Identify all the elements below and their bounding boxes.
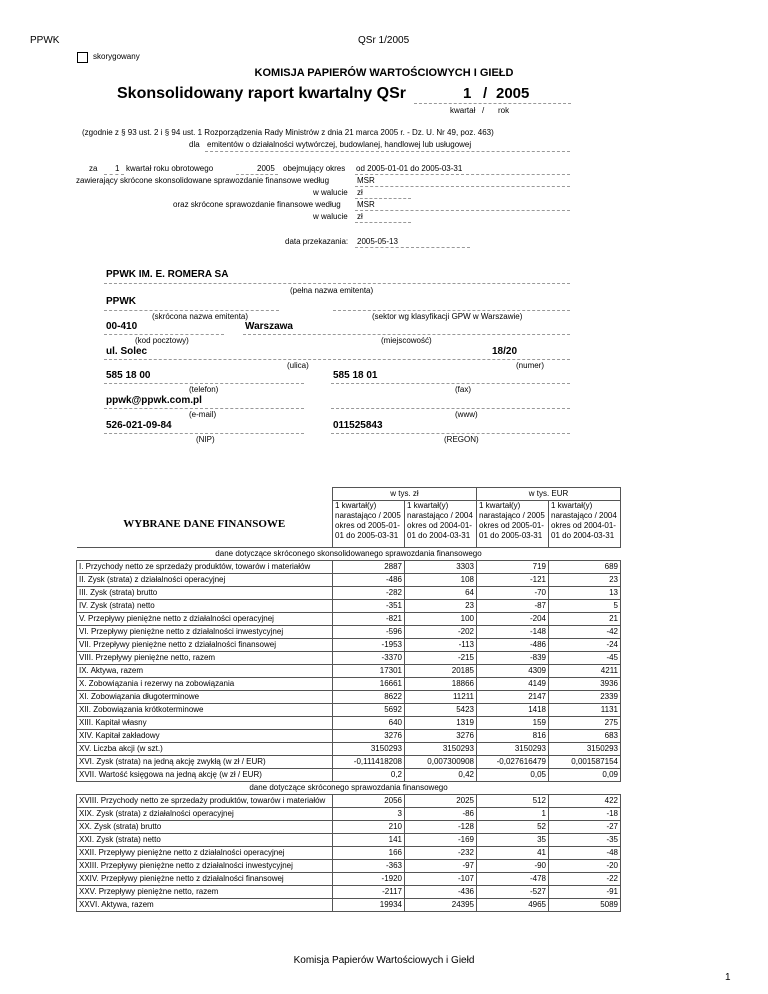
row-value: 0,007300908: [405, 755, 477, 768]
table-row: [77, 742, 621, 755]
row-value: 422: [549, 794, 621, 807]
row-value: -90: [477, 859, 549, 872]
row-value: 3150293: [333, 742, 405, 755]
col-header-1: 1 kwartał(y) narastająco / 2005 okres od 2005-01-01 do 2005-03-31: [333, 501, 405, 548]
issuer-regon: 011525843: [333, 420, 383, 431]
slash: /: [483, 85, 488, 102]
row-value: 3936: [549, 677, 621, 690]
corrected-label: skorygowany: [93, 52, 140, 61]
row-value: -45: [549, 651, 621, 664]
row-label: I. Przychody netto ze sprzedaży produktów, towarów i materiałów: [77, 560, 333, 573]
row-value: 19934: [333, 898, 405, 911]
currency-1: zł: [357, 188, 363, 197]
row-value: 210: [333, 820, 405, 833]
row-value: 1131: [549, 703, 621, 716]
currency-2: zł: [357, 212, 363, 221]
row-value: 100: [405, 612, 477, 625]
row-label: XXIII. Przepływy pieniężne netto z działalności inwestycyjnej: [77, 859, 333, 872]
row-value: 3276: [333, 729, 405, 742]
for-value: emitentów o działalności wytwórczej, budowlanej, handlowej lub usługowej: [207, 140, 472, 149]
row-label: VIII. Przepływy pieniężne netto, razem: [77, 651, 333, 664]
table-row: [77, 586, 621, 599]
section-standalone: dane dotyczące skróconego sprawozdania finansowego: [77, 781, 621, 794]
table-row: [77, 820, 621, 833]
header-left: PPWK: [30, 35, 60, 46]
issuer-nip: 526-021-09-84: [106, 420, 172, 431]
row-value: 159: [477, 716, 549, 729]
row-value: 0,001587154: [549, 755, 621, 768]
row-value: -215: [405, 651, 477, 664]
table-row: [77, 846, 621, 859]
table-row: [77, 716, 621, 729]
row-value: 0,42: [405, 768, 477, 781]
postal-label: (kod pocztowy): [135, 336, 189, 345]
row-label: XXVI. Aktywa, razem: [77, 898, 333, 911]
issuer-number: 18/20: [492, 346, 518, 357]
row-value: 4149: [477, 677, 549, 690]
table-row: [77, 573, 621, 586]
row-value: 21: [549, 612, 621, 625]
page-number: 1: [725, 972, 731, 983]
row-value: 166: [333, 846, 405, 859]
header-center: QSr 1/2005: [358, 35, 410, 46]
row-label: XXIV. Przepływy pieniężne netto z działalności finansowej: [77, 872, 333, 885]
row-value: -121: [477, 573, 549, 586]
row-value: -204: [477, 612, 549, 625]
row-value: 683: [549, 729, 621, 742]
street-label: (ulica): [287, 361, 309, 370]
quarter-label: kwartał: [450, 106, 476, 115]
short-name-label: (skrócona nazwa emitenta): [152, 312, 249, 321]
row-label: VI. Przepływy pieniężne netto z działalności inwestycyjnej: [77, 625, 333, 638]
table-row: [77, 768, 621, 781]
row-value: 108: [405, 573, 477, 586]
standard-2: MSR: [357, 200, 375, 209]
row-value: -486: [477, 638, 549, 651]
row-value: -35: [549, 833, 621, 846]
row-value: 689: [549, 560, 621, 573]
table-row: [77, 885, 621, 898]
report-title: Skonsolidowany raport kwartalny QSr: [117, 85, 406, 102]
row-value: 719: [477, 560, 549, 573]
row-value: 4965: [477, 898, 549, 911]
row-value: 2056: [333, 794, 405, 807]
quarter-value: 1: [463, 85, 472, 102]
row-value: -363: [333, 859, 405, 872]
row-value: -113: [405, 638, 477, 651]
row-value: 275: [549, 716, 621, 729]
regon-label: (REGON): [444, 435, 479, 444]
issuer-full-name: PPWK IM. E. ROMERA SA: [106, 269, 229, 280]
fax-label: (fax): [455, 385, 471, 394]
row-value: 5692: [333, 703, 405, 716]
row-value: 2025: [405, 794, 477, 807]
row-label: XXV. Przepływy pieniężne netto, razem: [77, 885, 333, 898]
row-value: -486: [333, 573, 405, 586]
table-row: [77, 729, 621, 742]
table-row: [77, 677, 621, 690]
col-header-3: 1 kwartał(y) narastająco / 2005 okres od 2005-01-01 do 2005-03-31: [477, 501, 549, 548]
row-value: 64: [405, 586, 477, 599]
row-label: II. Zysk (strata) z działalności operacyjnej: [77, 573, 333, 586]
financials-title: WYBRANE DANE FINANSOWE: [123, 517, 286, 530]
row-value: 3150293: [477, 742, 549, 755]
row-value: -91: [549, 885, 621, 898]
row-value: 3276: [405, 729, 477, 742]
row-value: -839: [477, 651, 549, 664]
table-row: [77, 612, 621, 625]
row-label: X. Zobowiązania i rezerwy na zobowiązania: [77, 677, 333, 690]
row-label: XIII. Kapitał własny: [77, 716, 333, 729]
row-value: 0,05: [477, 768, 549, 781]
row-value: 23: [549, 573, 621, 586]
email-label: (e-mail): [189, 410, 217, 419]
row-value: -27: [549, 820, 621, 833]
row-value: -169: [405, 833, 477, 846]
table-row: [77, 833, 621, 846]
financial-table: [76, 487, 621, 912]
row-value: -1953: [333, 638, 405, 651]
row-value: -20: [549, 859, 621, 872]
table-row: [77, 898, 621, 911]
row-value: 4309: [477, 664, 549, 677]
row-value: 1: [477, 807, 549, 820]
row-value: -596: [333, 625, 405, 638]
row-label: XVII. Wartość księgowa na jedną akcję (w zł / EUR): [77, 768, 333, 781]
row-value: 1319: [405, 716, 477, 729]
legal-basis: (zgodnie z § 93 ust. 2 i § 94 ust. 1 Rozporządzenia Rady Ministrów z dnia 21 marca 2005 r. - Dz. U. Nr 49, poz. 463): [82, 128, 494, 137]
row-label: XXI. Zysk (strata) netto: [77, 833, 333, 846]
row-value: 2887: [333, 560, 405, 573]
table-row: [77, 664, 621, 677]
currency-label-1: w walucie: [313, 188, 348, 197]
row-value: 0,2: [333, 768, 405, 781]
row-label: V. Przepływy pieniężne netto z działalności operacyjnej: [77, 612, 333, 625]
row-value: -282: [333, 586, 405, 599]
row-label: XVIII. Przychody netto ze sprzedaży produktów, towarów i materiałów: [77, 794, 333, 807]
table-row: [77, 703, 621, 716]
row-value: 11211: [405, 690, 477, 703]
row-value: -148: [477, 625, 549, 638]
row-value: -107: [405, 872, 477, 885]
table-row: [77, 807, 621, 820]
row-value: -3370: [333, 651, 405, 664]
row-value: -18: [549, 807, 621, 820]
row-value: 24395: [405, 898, 477, 911]
row-value: 3150293: [405, 742, 477, 755]
row-value: 5: [549, 599, 621, 612]
table-row: [77, 794, 621, 807]
table-row: [77, 651, 621, 664]
www-label: (www): [455, 410, 478, 419]
row-value: -2117: [333, 885, 405, 898]
row-value: -0,027616479: [477, 755, 549, 768]
sector-label: (sektor wg klasyfikacji GPW w Warszawie): [372, 312, 523, 321]
containing-label: zawierający skrócone skonsolidowane sprawozdanie finansowe według: [76, 176, 330, 185]
nip-label: (NIP): [196, 435, 215, 444]
row-value: -42: [549, 625, 621, 638]
unit-pln: w tys. zł: [333, 488, 477, 501]
period-range: od 2005-01-01 do 2005-03-31: [356, 164, 463, 173]
footer-text: Komisja Papierów Wartościowych i Giełd: [293, 955, 475, 966]
table-row: [77, 859, 621, 872]
row-value: 5423: [405, 703, 477, 716]
row-value: 20185: [405, 664, 477, 677]
period-for-label: za: [89, 164, 98, 173]
row-value: 0,09: [549, 768, 621, 781]
row-value: 2339: [549, 690, 621, 703]
table-row: [77, 872, 621, 885]
row-value: 8622: [333, 690, 405, 703]
row-value: 141: [333, 833, 405, 846]
row-value: 4211: [549, 664, 621, 677]
submission-date: 2005-05-13: [357, 237, 398, 246]
row-value: -202: [405, 625, 477, 638]
number-label: (numer): [516, 361, 545, 370]
period-quarter-text: kwartał roku obrotowego: [126, 164, 214, 173]
row-value: -48: [549, 846, 621, 859]
row-label: VII. Przepływy pieniężne netto z działalności finansowej: [77, 638, 333, 651]
row-value: 3: [333, 807, 405, 820]
row-value: -527: [477, 885, 549, 898]
unit-eur: w tys. EUR: [477, 488, 621, 501]
year-value: 2005: [496, 85, 530, 102]
row-label: XV. Liczba akcji (w szt.): [77, 742, 333, 755]
issuer-phone: 585 18 00: [106, 370, 151, 381]
table-row: [77, 638, 621, 651]
row-value: 512: [477, 794, 549, 807]
row-value: -436: [405, 885, 477, 898]
row-value: 23: [405, 599, 477, 612]
table-row: [77, 625, 621, 638]
table-row: [77, 560, 621, 573]
section-consolidated: dane dotyczące skróconego skonsolidowanego sprawozdania finansowego: [77, 547, 621, 560]
row-value: -87: [477, 599, 549, 612]
row-label: IX. Aktywa, razem: [77, 664, 333, 677]
row-value: 3150293: [549, 742, 621, 755]
row-label: XX. Zysk (strata) brutto: [77, 820, 333, 833]
table-row: [77, 690, 621, 703]
row-label: XIV. Kapitał zakładowy: [77, 729, 333, 742]
slash-2: /: [482, 106, 485, 115]
row-value: 52: [477, 820, 549, 833]
row-label: XI. Zobowiązania długoterminowe: [77, 690, 333, 703]
row-label: XVI. Zysk (strata) na jedną akcję zwykłą (w zł / EUR): [77, 755, 333, 768]
also-label: oraz skrócone sprawozdanie finansowe według: [173, 200, 341, 209]
corrected-checkbox[interactable]: [77, 52, 88, 63]
row-value: 1418: [477, 703, 549, 716]
row-value: 17301: [333, 664, 405, 677]
row-value: 2147: [477, 690, 549, 703]
row-value: -24: [549, 638, 621, 651]
table-row: [77, 755, 621, 768]
row-label: XII. Zobowiązania krótkoterminowe: [77, 703, 333, 716]
issuer-fax: 585 18 01: [333, 370, 378, 381]
row-value: 816: [477, 729, 549, 742]
issuer-street: ul. Solec: [106, 346, 148, 357]
row-value: 16661: [333, 677, 405, 690]
row-value: 35: [477, 833, 549, 846]
period-quarter: 1: [115, 164, 120, 173]
commission-title: KOMISJA PAPIERÓW WARTOŚCIOWYCH I GIEŁD: [254, 67, 514, 79]
row-value: -22: [549, 872, 621, 885]
row-label: XIX. Zysk (strata) z działalności operacyjnej: [77, 807, 333, 820]
row-value: 5089: [549, 898, 621, 911]
issuer-short-name: PPWK: [106, 296, 136, 307]
issuer-city: Warszawa: [245, 321, 293, 332]
period-year: 2005: [257, 164, 275, 173]
row-value: 640: [333, 716, 405, 729]
year-label: rok: [498, 106, 510, 115]
row-value: -70: [477, 586, 549, 599]
for-label: dla: [189, 140, 200, 149]
currency-label-2: w walucie: [313, 212, 348, 221]
col-header-4: 1 kwartał(y) narastająco / 2004 okres od 2004-01-01 do 2004-03-31: [549, 501, 621, 548]
phone-label: (telefon): [189, 385, 219, 394]
col-header-2: 1 kwartał(y) narastająco / 2004 okres od 2004-01-01 do 2004-03-31: [405, 501, 477, 548]
issuer-postal: 00-410: [106, 321, 138, 332]
row-value: -232: [405, 846, 477, 859]
row-label: III. Zysk (strata) brutto: [77, 586, 333, 599]
submission-date-label: data przekazania:: [285, 237, 349, 246]
row-label: IV. Zysk (strata) netto: [77, 599, 333, 612]
city-label: (miejscowość): [381, 336, 432, 345]
row-value: -1920: [333, 872, 405, 885]
issuer-email[interactable]: ppwk@ppwk.com.pl: [106, 395, 202, 406]
row-value: -128: [405, 820, 477, 833]
full-name-label: (pełna nazwa emitenta): [290, 286, 374, 295]
table-row: [77, 599, 621, 612]
period-covering: obejmujący okres: [283, 164, 346, 173]
row-value: -97: [405, 859, 477, 872]
row-value: 41: [477, 846, 549, 859]
standard-1: MSR: [357, 176, 375, 185]
row-value: 18866: [405, 677, 477, 690]
row-value: 13: [549, 586, 621, 599]
row-value: -478: [477, 872, 549, 885]
row-value: -86: [405, 807, 477, 820]
row-value: -821: [333, 612, 405, 625]
row-label: XXII. Przepływy pieniężne netto z działalności operacyjnej: [77, 846, 333, 859]
row-value: 3303: [405, 560, 477, 573]
row-value: -351: [333, 599, 405, 612]
row-value: -0,111418208: [333, 755, 405, 768]
